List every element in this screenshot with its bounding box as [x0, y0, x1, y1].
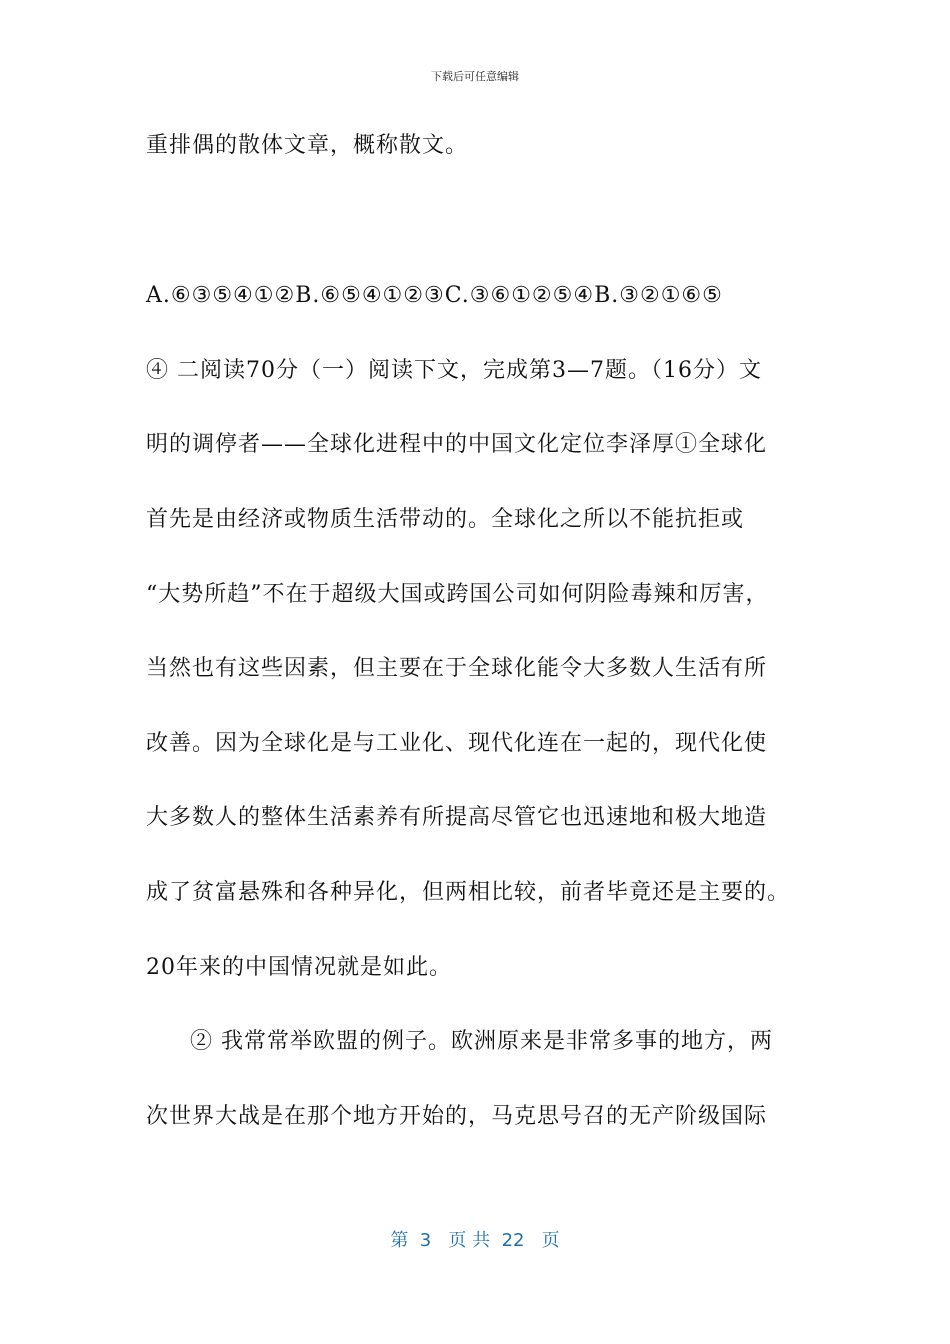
text-line-3: ④ 二阅读70分（一）阅读下文，完成第3—7题。（16分）文: [146, 358, 762, 383]
text-line-9: 大多数人的整体生活素养有所提高尽管它也迅速地和极大地造: [146, 805, 768, 830]
header-note: 下载后可任意编辑: [431, 70, 519, 83]
text-line-8: 改善。因为全球化是与工业化、现代化连在一起的，现代化使: [146, 731, 768, 756]
text-line-12: ② 我常常举欧盟的例子。欧洲原来是非常多事的地方，两: [190, 1029, 773, 1054]
text-line-13: 次世界大战是在那个地方开始的，马克思号召的无产阶级国际: [146, 1104, 768, 1129]
text-line-6: “大势所趋”不在于超级大国或跨国公司如何阴险毒辣和厉害，: [146, 582, 769, 607]
text-line-1: 重排偶的散体文章，概称散文。: [146, 133, 469, 158]
text-line-4: 明的调停者——全球化进程中的中国文化定位李泽厚①全球化: [146, 432, 768, 457]
page-footer: 第 3 页 共 22 页: [390, 1230, 560, 1251]
text-line-5: 首先是由经济或物质生活带动的。全球化之所以不能抗拒或: [146, 507, 745, 532]
text-line-10: 成了贫富悬殊和各种异化，但两相比较，前者毕竟还是主要的。: [146, 880, 791, 905]
text-line-2: A.⑥③⑤④①②B.⑥⑤④①②③C.③⑥①②⑤④B.③②①⑥⑤: [146, 283, 723, 308]
text-line-7: 当然也有这些因素，但主要在于全球化能令大多数人生活有所: [146, 656, 768, 681]
text-line-11: 20年来的中国情况就是如此。: [146, 955, 452, 980]
